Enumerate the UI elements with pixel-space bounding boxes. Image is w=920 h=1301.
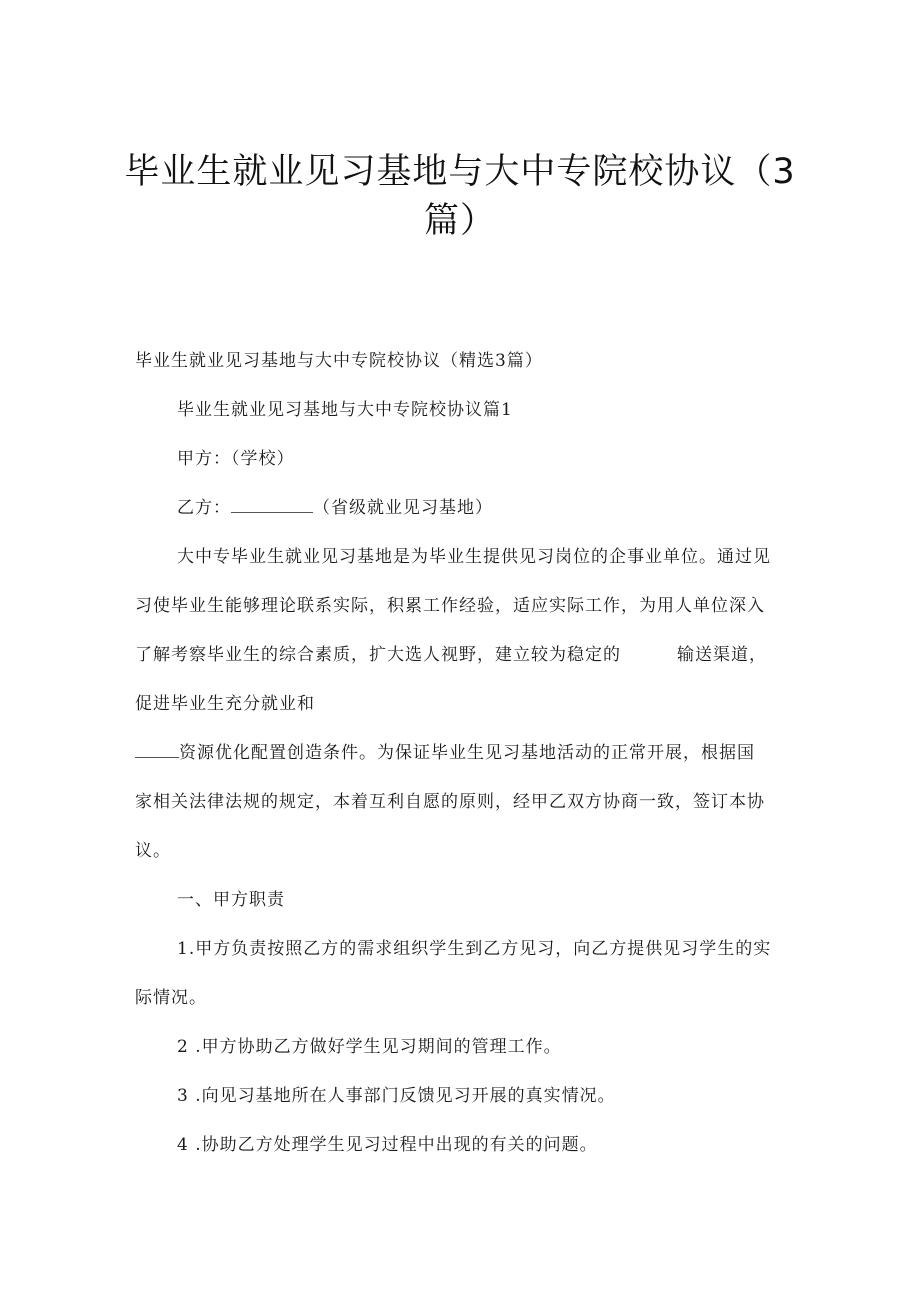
party-b (177, 495, 493, 521)
intro-line: 议。 (135, 841, 171, 861)
duty-item-1: 1.甲方负责按照乙方的需求组织学生到乙方见习，向乙方提供见习学生的实 (177, 939, 772, 959)
intro-line: 家相关法律法规的规定，本着互利自愿的原则，经甲乙双方协商一致，签订本协 (135, 792, 765, 812)
duty-item-4: 4 .协助乙方处理学生见习过程中出现的有关的问题。 (177, 1135, 598, 1155)
document-title-line-1: 毕业生就业见习基地与大中专院校协议（3 (124, 152, 796, 192)
duty-item-1-cont: 际情况。 (135, 988, 207, 1008)
party-b-label: 乙方： (177, 498, 231, 518)
party-a: 甲方：（学校） (177, 449, 295, 469)
duty-heading: 一、甲方职责 (177, 890, 285, 910)
intro-line: 促进毕业生充分就业和 (135, 694, 315, 714)
party-b-blank (231, 498, 313, 513)
party-b-type: （省级就业见习基地） (313, 498, 493, 518)
intro-text: 了解考察毕业生的综合素质，扩大选人视野，建立较为稳定的 (135, 645, 621, 665)
intro-line (135, 740, 755, 766)
intro-text: 资源优化配置创造条件。为保证毕业生见习基地活动的正常开展，根据国 (179, 743, 755, 763)
intro-line (135, 642, 767, 668)
intro-text: 输送渠道， (677, 645, 767, 665)
document-title-line-2: 篇） (423, 201, 496, 241)
intro-line: 习使毕业生能够理论联系实际，积累工作经验，适应实际工作，为用人单位深入 (135, 596, 765, 616)
intro-line: 大中专毕业生就业见习基地是为毕业生提供见习岗位的企事业单位。通过见 (177, 547, 771, 567)
subtitle: 毕业生就业见习基地与大中专院校协议（精选3篇） (135, 351, 543, 371)
duty-item-3: 3 .向见习基地所在人事部门反馈见习开展的真实情况。 (177, 1086, 616, 1106)
intro-blank (135, 743, 179, 758)
duty-item-2: 2 .甲方协助乙方做好学生见习期间的管理工作。 (177, 1037, 562, 1057)
section-heading: 毕业生就业见习基地与大中专院校协议篇1 (177, 400, 513, 420)
